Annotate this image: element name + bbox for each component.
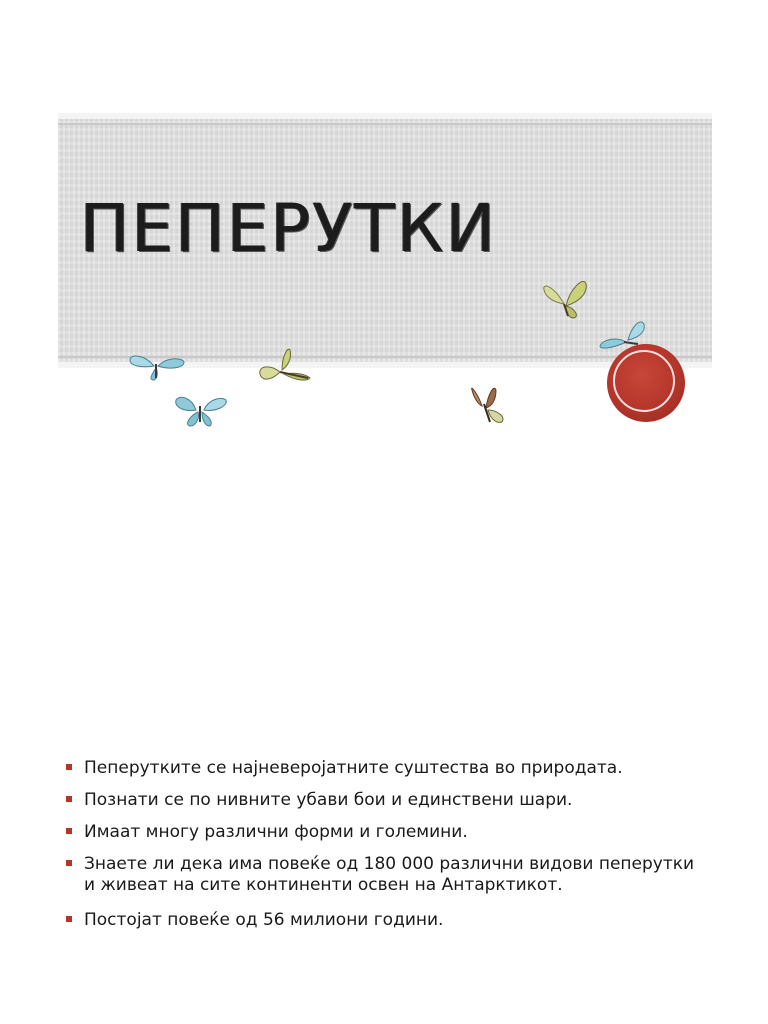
bullet-text: Постојат повеќе од 56 милиони години.: [84, 910, 444, 930]
bullet-marker-icon: [66, 916, 72, 922]
circle-ring: [613, 350, 675, 412]
bullet-list: [66, 758, 706, 942]
list-item: [66, 790, 706, 811]
bullet-marker-icon: [66, 860, 72, 866]
butterfly-icon: [256, 346, 314, 390]
list-item: [66, 910, 706, 931]
list-item: [66, 854, 706, 896]
red-circle-icon: [607, 344, 685, 422]
bullet-text: Познати се по нивните убави бои и единствени шари.: [84, 790, 573, 810]
band-line-top: [58, 123, 712, 125]
bullet-text: Знаете ли дека има повеќе од 180 000 различни видови пеперутки и живеат на сите континенти освен на Антарктикот.: [84, 854, 695, 895]
bullet-marker-icon: [66, 828, 72, 834]
bullet-text: Пеперутките се најневеројатните суштества во природата.: [84, 758, 623, 778]
list-item: [66, 822, 706, 843]
butterfly-icon: [540, 276, 592, 322]
butterfly-icon: [128, 352, 186, 384]
bullet-text: Имаат многу различни форми и големини.: [84, 822, 468, 842]
butterfly-icon: [172, 394, 230, 430]
slide-title: ПЕПЕРУТКИ: [80, 190, 498, 267]
list-item: [66, 758, 706, 779]
bullet-marker-icon: [66, 764, 72, 770]
butterfly-icon: [466, 382, 510, 428]
bullet-marker-icon: [66, 796, 72, 802]
